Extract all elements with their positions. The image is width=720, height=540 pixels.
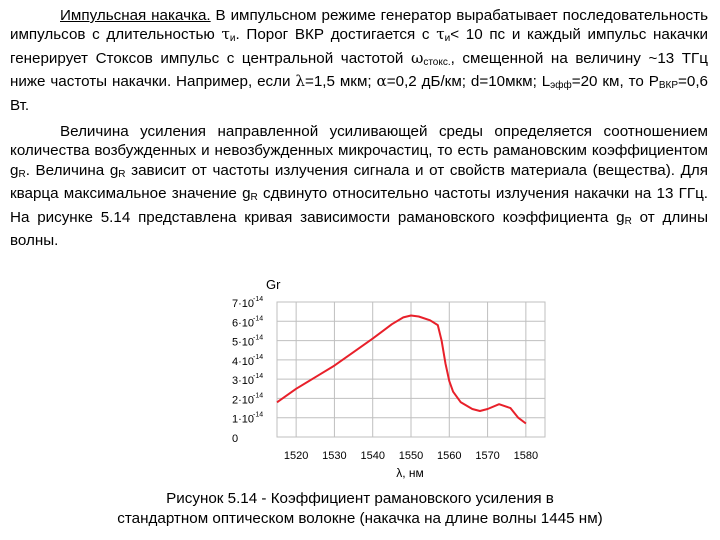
y-tick-exponent: -14 [253,296,264,303]
x-axis-label: λ, нм [396,466,424,480]
figure-caption-line-2: стандартном оптическом волокне (накачка на длине волны 1445 нм) [117,510,603,527]
y-tick-label: 3·10 [232,375,255,388]
x-tick-label: 1560 [437,450,462,462]
x-axis-ticks [284,450,538,462]
chart-grid [277,302,545,437]
y-tick-label: 4·10 [232,355,255,368]
y-tick-exponent: -14 [253,353,264,361]
y-tick-label: 5·10 [232,336,255,349]
y-tick-exponent: -14 [253,373,264,381]
y-tick-label: 7·10 [232,298,255,310]
y-tick-label: 6·10 [232,317,255,330]
y-tick-exponent: -14 [253,392,264,400]
x-tick-label: 1550 [398,450,424,462]
x-tick-label: 1530 [322,450,347,462]
figure-caption-line-1: Рисунок 5.14 - Коэффициент рамановского усиления в [166,490,554,507]
y-tick-exponent: -14 [253,411,264,419]
x-tick-label: 1580 [513,450,539,462]
x-tick-label: 1570 [475,450,500,462]
y-tick-label: 0 [232,433,239,445]
y-axis-ticks [232,296,263,445]
paragraph-pulse-pumping: Импульсная накачка. В импульсном режиме генератор вырабатывает последовательность импульсов с длительностью $\tau_и$. Порог ВКР достигается с $\tau_и< 10$ пс и каждый импульс накачки генерирует Стоксов импульс с центральной частотой $\omega_{стокс.}$, смещенной на величину ~13 ТГц ниже частоты накачки. Например, если λ=1,5 мкм; α=0,2 дБ/км; d=10мкм; $L_{эфф}=20$ км, то $P_{ВКР}=0,6$ Вт. [10,7,708,114]
paragraph-lead: Импульсная накачка. [60,7,211,24]
x-tick-label: 1540 [360,450,385,462]
y-tick-exponent: -14 [253,334,264,342]
y-axis-label: Gr [266,277,281,292]
chart-series [277,316,526,424]
paragraph-raman-gain: Величина усиления направленной усиливающей среды определяется соотношением количества возбужденных и невозбужденных микрочастиц, то есть рамановским коэффициентом $g_R$. Величина $g_R$ зависит от частоты излучения сигнала и от свойств материала (вещества). Для кварца максимальное значение $g_R$ сдвинуто относительно частоты излучения накачки на 13 ГГц. На рисунке 5.14 представлена кривая зависимости рамановского коэффициента $g_R$ от длины волны. [10,123,708,250]
y-tick-label: 2·10 [232,394,255,407]
y-tick-exponent: -14 [253,315,264,323]
raman-gain-curve [277,316,526,424]
x-tick-label: 1520 [283,450,309,462]
y-tick-label: 1·10 [232,413,255,426]
raman-gain-chart [220,272,560,484]
